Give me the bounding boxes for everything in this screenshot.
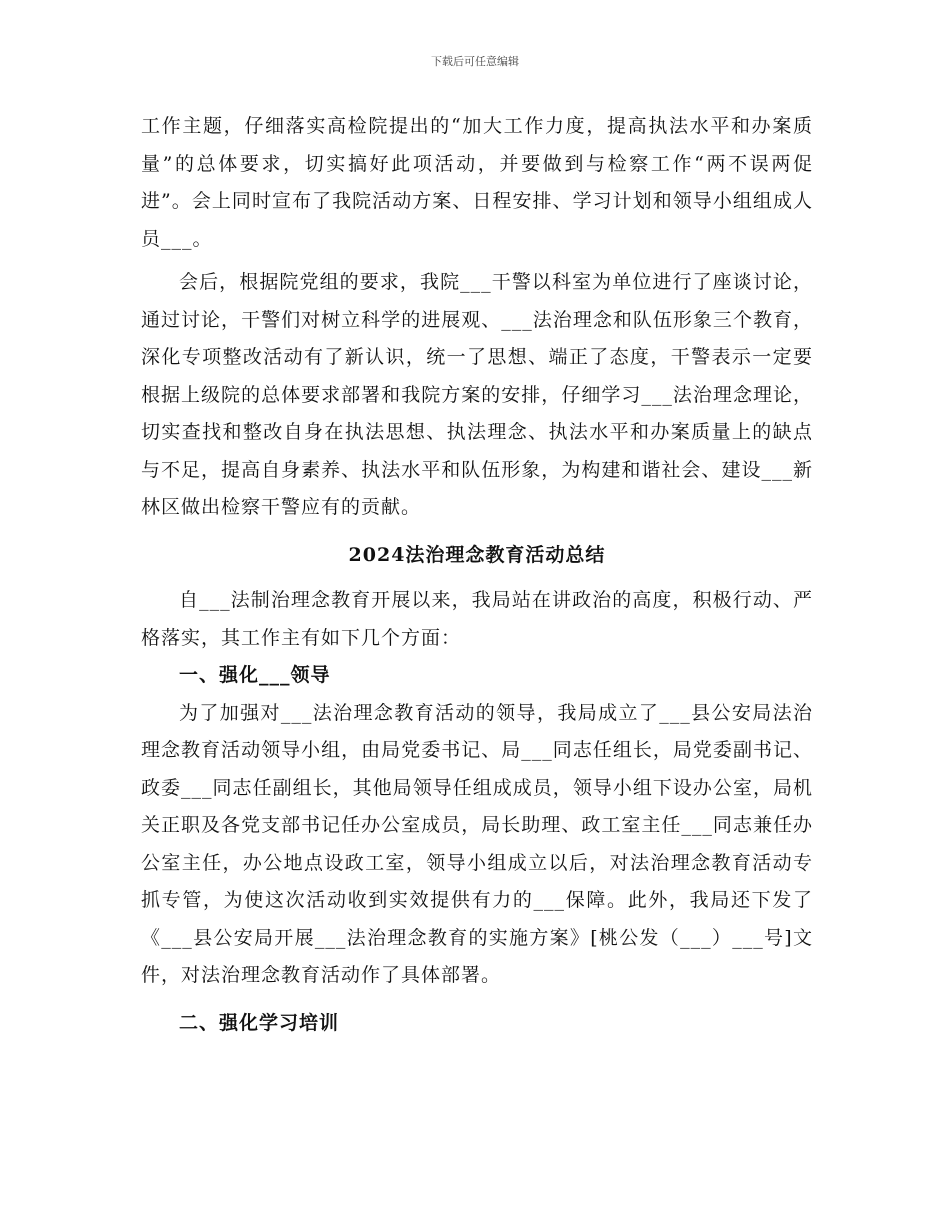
page-header-note: 下载后可任意编辑 bbox=[431, 55, 519, 68]
paragraph-4: 为了加强对___法治理念教育活动的领导，我局成立了___县公安局法治理念教育活动领导小组，由局党委书记、局___同志任组长，局党委副书记、政委___同志任副组长，其他局领导任组成成员，领导小组下设办公室，局机关正职及各党支部书记任办公室成员，局长助理、政工室主任___同志兼任办公室主任，办公地点设政工室，领导小组成立以后，对法治理念教育活动专抓专管，为使这次活动收到实效提供有力的___保障。此外，我局还下发了《___县公安局开展___法治理念教育的实施方案》[桃公发（___）___号]文件，对法治理念教育活动作了具体部署。 bbox=[141, 701, 813, 986]
section-heading-2: 二、强化学习培训 bbox=[179, 1011, 340, 1034]
section-heading-1: 一、强化___领导 bbox=[179, 664, 331, 686]
document-body bbox=[141, 108, 813, 1042]
paragraph-1: 工作主题，仔细落实高检院提出的“加大工作力度，提高执法水平和办案质量”的总体要求，切实搞好此项活动，并要做到与检察工作“两不误两促进”。会上同时宣布了我院活动方案、日程安排、学习计划和领导小组组成人员___。 bbox=[141, 115, 813, 250]
paragraph-3: 自___法制治理念教育开展以来，我局站在讲政治的高度，积极行动、严格落实，其工作主有如下几个方面： bbox=[141, 589, 813, 649]
paragraph-2: 会后，根据院党组的要求，我院___干警以科室为单位进行了座谈讨论，通过讨论，干警们对树立科学的进展观、___法治理念和队伍形象三个教育，深化专项整改活动有了新认识，统一了思想、端正了态度，干警表示一定要根据上级院的总体要求部署和我院方案的安排，仔细学习___法治理念理论，切实查找和整改自身在执法思想、执法理念、执法水平和办案质量上的缺点与不足，提高自身素养、执法水平和队伍形象，为构建和谐社会、建设___新林区做出检察干警应有的贡献。 bbox=[141, 271, 813, 518]
document-title: 2024法治理念教育活动总结 bbox=[348, 543, 606, 566]
